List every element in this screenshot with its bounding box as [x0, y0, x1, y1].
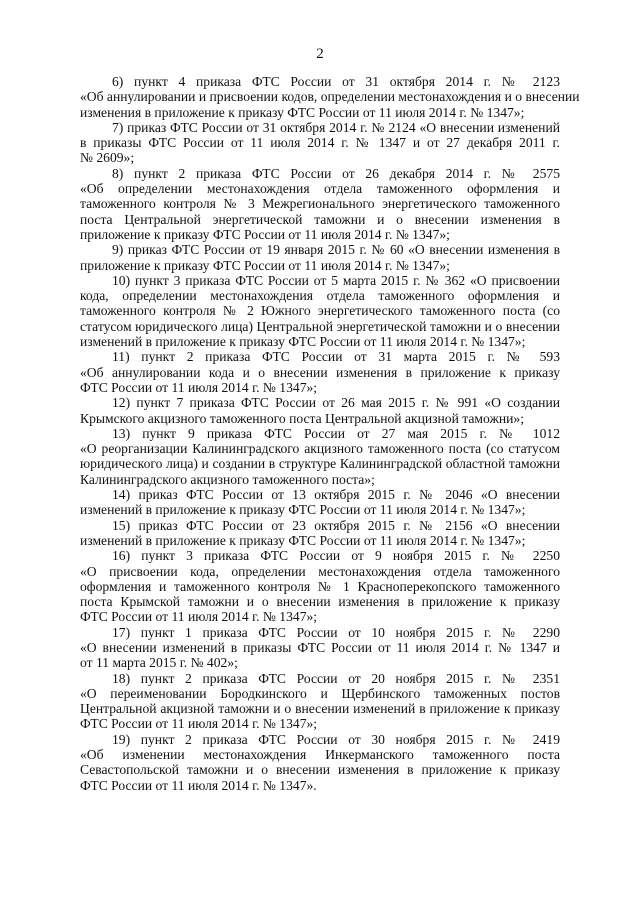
text-line: изменения в приложение к приказу ФТС России от 11 июля 2014 г. № 1347»; — [80, 104, 525, 120]
text-line: кода, определении местонахождения отдела таможенного оформления и — [80, 288, 560, 304]
text-line: № 2609»; — [80, 150, 135, 166]
text-line: «О переименовании Бородкинского и Щербинского таможенных постов — [80, 685, 560, 701]
text-line: оформления и таможенного контроля № 1 Красноперекопского таможенного — [80, 578, 560, 594]
text-line: Калининградского акцизного таможенного поста»; — [80, 471, 375, 487]
list-item — [80, 74, 580, 120]
text-line: «Об изменении местонахождения Инкерманского таможенного поста — [80, 747, 560, 763]
text-line: изменений в приложение к приказу ФТС России от 11 июля 2014 г. № 1347»; — [80, 334, 526, 350]
text-line: юридического лица) и создании в структуре Калининградской областной таможни — [80, 456, 560, 472]
text-line: ФТС России от 11 июля 2014 г. № 1347»; — [80, 379, 318, 395]
text-line: приложение к приказу ФТС России от 11 июля 2014 г. № 1347»; — [80, 257, 450, 273]
list-item — [80, 395, 560, 426]
text-line: 17) пункт 1 приказа ФТС России от 10 ноября 2015 г. № 2290 — [112, 624, 560, 640]
document-body — [80, 74, 580, 793]
text-line: от 11 марта 2015 г. № 402»; — [80, 655, 238, 671]
text-line: 6) пункт 4 приказа ФТС России от 31 октября 2014 г. № 2123 — [112, 74, 560, 89]
text-line: 14) приказ ФТС России от 13 октября 2015 г. № 2046 «О внесении — [112, 487, 560, 503]
text-line: 12) пункт 7 приказа ФТС России от 26 мая 2015 г. № 991 «О создании — [112, 395, 560, 411]
text-line: 16) пункт 3 приказа ФТС России от 9 ноября 2015 г. № 2250 — [112, 548, 560, 564]
list-item — [80, 242, 560, 273]
text-line: изменений в приложение к приказу ФТС России от 11 июля 2014 г. № 1347»; — [80, 532, 526, 548]
text-line: «Об определении местонахождения отдела таможенного оформления и — [80, 181, 560, 197]
text-line: таможенного контроля № 3 Межрегионального энергетического таможенного — [80, 196, 560, 212]
text-line: 7) приказ ФТС России от 31 октября 2014 г. № 2124 «О внесении изменений — [112, 119, 560, 135]
text-line: «О присвоении кода, определении местонахождения отдела таможенного — [80, 563, 560, 579]
text-line: 9) приказ ФТС России от 19 января 2015 г. № 60 «О внесении изменения в — [112, 242, 560, 258]
list-item — [80, 732, 560, 793]
list-item — [80, 349, 560, 395]
text-line: таможенного контроля № 2 Южного энергетического таможенного поста (со — [80, 303, 560, 319]
text-line: Севастопольской таможни и о внесении изменения в приложение к приказу — [80, 762, 560, 778]
text-line: 8) пункт 2 приказа ФТС России от 26 декабря 2014 г. № 2575 — [112, 165, 560, 181]
text-line: «Об аннулировании кода и о внесении изменения в приложение к приказу — [80, 364, 560, 380]
text-line: 10) пункт 3 приказа ФТС России от 5 марта 2015 г. № 362 «О присвоении — [112, 272, 560, 288]
list-item — [80, 625, 560, 671]
text-line: 13) пункт 9 приказа ФТС России от 27 мая 2015 г. № 1012 — [112, 425, 560, 441]
list-item — [80, 426, 560, 487]
text-line: Центральной акцизной таможни и о внесении изменений в приложение к приказу — [80, 701, 560, 717]
text-line: «Об аннулировании и присвоении кодов, определении местонахождения и о внесении — [80, 89, 580, 105]
text-line: 19) пункт 2 приказа ФТС России от 30 ноября 2015 г. № 2419 — [112, 731, 560, 747]
list-item — [80, 548, 560, 624]
list-item — [80, 671, 560, 732]
text-line: Крымского акцизного таможенного поста Центральной акцизной таможни»; — [80, 410, 524, 426]
text-line: в приказы ФТС России от 11 июля 2014 г. № 1347 и от 27 декабря 2011 г. — [80, 135, 560, 151]
page-number: 2 — [316, 46, 324, 62]
text-line: статусом юридического лица) Центральной энергетической таможни и о внесении — [80, 318, 560, 334]
text-line: «О реорганизации Калининградского акцизного таможенного поста (со статусом — [80, 441, 560, 457]
list-item — [80, 166, 560, 242]
list-item — [80, 518, 560, 549]
text-line: 15) приказ ФТС России от 23 октября 2015 г. № 2156 «О внесении — [112, 517, 560, 533]
text-line: ФТС России от 11 июля 2014 г. № 1347»; — [80, 716, 318, 732]
text-line: ФТС России от 11 июля 2014 г. № 1347». — [80, 777, 317, 793]
text-line: поста Крымской таможни и о внесении изменения в приложение к приказу — [80, 594, 560, 610]
text-line: поста Центральной энергетической таможни и о внесении изменения в — [80, 211, 560, 227]
text-line: ФТС России от 11 июля 2014 г. № 1347»; — [80, 609, 318, 625]
list-item — [80, 487, 560, 518]
text-line: «О внесении изменений в приказы ФТС России от 11 июля 2014 г. № 1347 и — [80, 639, 560, 655]
text-line: 11) пункт 2 приказа ФТС России от 31 марта 2015 г. № 593 — [112, 349, 560, 365]
text-line: 18) пункт 2 приказа ФТС России от 20 ноября 2015 г. № 2351 — [112, 670, 560, 686]
list-item — [80, 120, 560, 166]
text-line: приложение к приказу ФТС России от 11 июля 2014 г. № 1347»; — [80, 226, 450, 242]
text-line: изменений в приложение к приказу ФТС России от 11 июля 2014 г. № 1347»; — [80, 502, 526, 518]
list-item — [80, 273, 560, 349]
